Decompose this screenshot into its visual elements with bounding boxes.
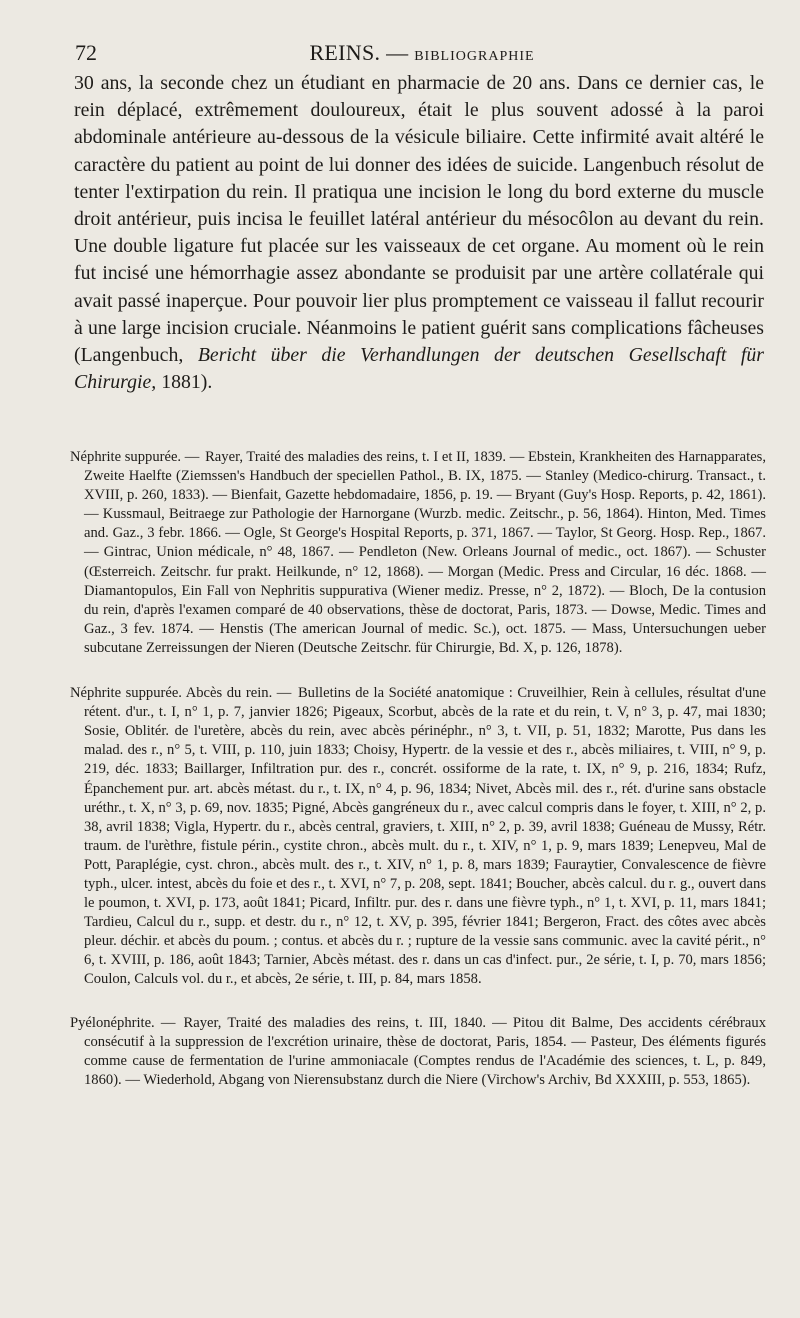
page-header	[72, 40, 772, 68]
bibliography-entry	[70, 448, 766, 658]
bibliography-entry	[70, 1014, 766, 1090]
entry-text: Bulletins de la Société anatomique : Cruveilhier, Rein à cellules, résultat d'une rétent. d'ur., t. I, n° 1, p. 7, janvier 1826; Pigeaux, Scorbut, abcès de la rate et du rein, t. V, n° 3, p. 47, mai 1830; Sosie, Oblitér. de l'uretère, abcès du rein, avec abcès périnéphr., n° 3, t. VII, p. 51, 1832; Marotte, Pus dans les malad. des r., n° 5, t. VIII, p. 110, juin 1833; Choisy, Hypertr. de la vessie et des r., abcès miliaires, t. VIII, n° 9, p. 219, déc. 1833; Baillarger, Infiltration pur. des r., concrét. ossiforme de la rate, t. IX, n° 9, p. 216, 1834; Rufz, Épanchement pur. art. abcès métast. du r., t. IX, n° 4, p. 96, 1834; Nivet, Abcès mil. des r., rét. d'urine sans obstacle uréthr., t. X, n° 3, p. 69, nov. 1835; Pigné, Abcès gangréneux du r., avec calcul compris dans le foyer, t. XIII, n° 2, p. 38, avril 1838; Vigla, Hypertr. du r., abcès central, graviers, t. XIII, n° 2, p. 39, avril 1838; Guéneau de Mussy, Rétr. traum. de l'urèthre, fistule périn., cystite chron., abcès mult. du r., t. XIV, n° 1, p. 9, mars 1839; Lenepveu, Mal de Pott, Paraplégie, cyst. chron., abcès mult. des r., t. XIV, n° 1, p. 8, mars 1839; Fauraytier, Convalescence de fièvre typh., ulcer. intest, abcès du foie et des r., t. XVI, n° 7, p. 208, sept. 1841; Boucher, abcès calcul. du r. g., ouvert dans le poumon, t. XVI, p. 173, août 1841; Picard, Infiltr. pur. des r. dans une fièvre typh., n° 1, t. XVI, p. 11, mars 1841; Tardieu, Calcul du r., supp. et destr. du r., n° 12, t. XV, p. 395, février 1841; Bergeron, Fract. des côtes avec abcès pleur. déchir. et abcès du poum. ; contus. et abcès du r. ; rupture de la vessie sans communic. avec la cavité périt., n° 6, t. XVIII, p. 186, août 1843; Tarnier, Abcès métast. des r. dans un cas d'infect. pur., 2e série, t. I, p. 70, mars 1856; Coulon, Calculs vol. du r., et abcès, 2e série, t. III, p. 84, mars 1858.	[84, 685, 766, 988]
paragraph-citation: Bericht über die Verhandlungen der deutschen Gesellschaft für Chirurgie,	[74, 344, 764, 394]
entry-text: Rayer, Traité des maladies des reins, t. I et II, 1839. — Ebstein, Krankheiten des Harnapparates, Zweite Haelfte (Ziemssen's Handbuch der speciellen Pathol., B. IX, 1875. — Stanley (Medico-chirurg. Transact., t. XVIII, p. 260, 1833). — Bienfait, Gazette hebdomadaire, 1856, p. 19. — Bryant (Guy's Hosp. Reports, p. 42, 1861). — Kussmaul, Beitraege zur Pathologie der Harnorgane (Wurzb. medic. Zeitschr., p. 56, 1864). Hinton, Med. Times and. Gaz., 3 febr. 1866. — Ogle, St George's Hospital Reports, p. 371, 1867. — Taylor, St Georg. Hosp. Rep., 1867. — Gintrac, Union médicale, n° 48, 1867. — Pendleton (New. Orleans Journal of medic., oct. 1867). — Schuster (Œsterreich. Zeitschr. fur prakt. Heilkunde, n° 12, 1868). — Morgan (Medic. Press and Circular, 16 déc. 1868. — Diamantopulos, Ein Fall von Nephritis suppurativa (Wiener mediz. Presse, n° 2, 1872). — Bloch, De la contusion du rein, d'après l'examen comparé de 40 observations, thèse de doctorat, Paris, 1873. — Dowse, Medic. Times and Gaz., 3 fev. 1874. — Henstis (The american Journal of medic. Sc.), oct. 1875. — Mass, Untersuchungen ueber subcutane Zerreissungen der Nieren (Deutsche Zeitschr. für Chirurgie, Bd. X, p. 126, 1878).	[84, 449, 767, 656]
paragraph-citation-end: 1881).	[156, 371, 213, 394]
entry-heading: Néphrite suppurée. —	[70, 449, 200, 465]
bibliography-list	[70, 448, 766, 1110]
paragraph-text: 30 ans, la seconde chez un étudiant en pharmacie de 20 ans. Dans ce dernier cas, le rein déplacé, extrêmement douloureux, était le plus souvent adossé à la paroi abdominale antérieure au-dessous de la vésicule biliaire. Cette infirmité avait altéré le caractère du patient au point de lui donner des idées de suicide. Langenbuch résolut de tenter l'extirpation du rein. Il pratiqua une incision le long du bord externe du muscle droit antérieur, puis incisa le feuillet latéral antérieur du mésocôlon au devant du rein. Une double ligature fut placée sur les vaisseaux de cet organe. Au moment où le rein fut incisé une hémorrhagie assez abondante se produisit par une artère collatérale qui avait passé inaperçue. Pour pouvoir lier plus promptement ce vaisseau il fallut recourir à une large incision cruciale. Néanmoins le patient guérit sans complications fâcheuses (Langenbuch,	[74, 72, 764, 367]
running-title	[72, 40, 772, 66]
running-title-separator: —	[380, 40, 415, 65]
running-title-main: REINS.	[309, 40, 381, 65]
entry-heading: Pyélonéphrite. —	[70, 1014, 176, 1031]
bibliography-entry	[70, 684, 766, 990]
entry-text: Rayer, Traité des maladies des reins, t. III, 1840. — Pitou dit Balme, Des accidents cérébraux consécutif à la suppression de l'excrétion urinaire, thèse de doctorat, Paris, 1854. — Pasteur, Des éléments figurés comme cause de fermentation de l'urine ammoniacale (Comptes rendus de l'Académie des sciences, t. L, p. 849, 1860). — Wiederhold, Abgang von Nierensubstanz durch die Niere (Virchow's Archiv, Bd XXXIII, p. 553, 1865).	[84, 1014, 766, 1088]
entry-heading: Néphrite suppurée. Abcès du rein. —	[70, 685, 292, 702]
main-paragraph	[74, 70, 764, 396]
page-number: 72	[75, 40, 97, 65]
running-title-section: BIBLIOGRAPHIE	[414, 49, 535, 64]
